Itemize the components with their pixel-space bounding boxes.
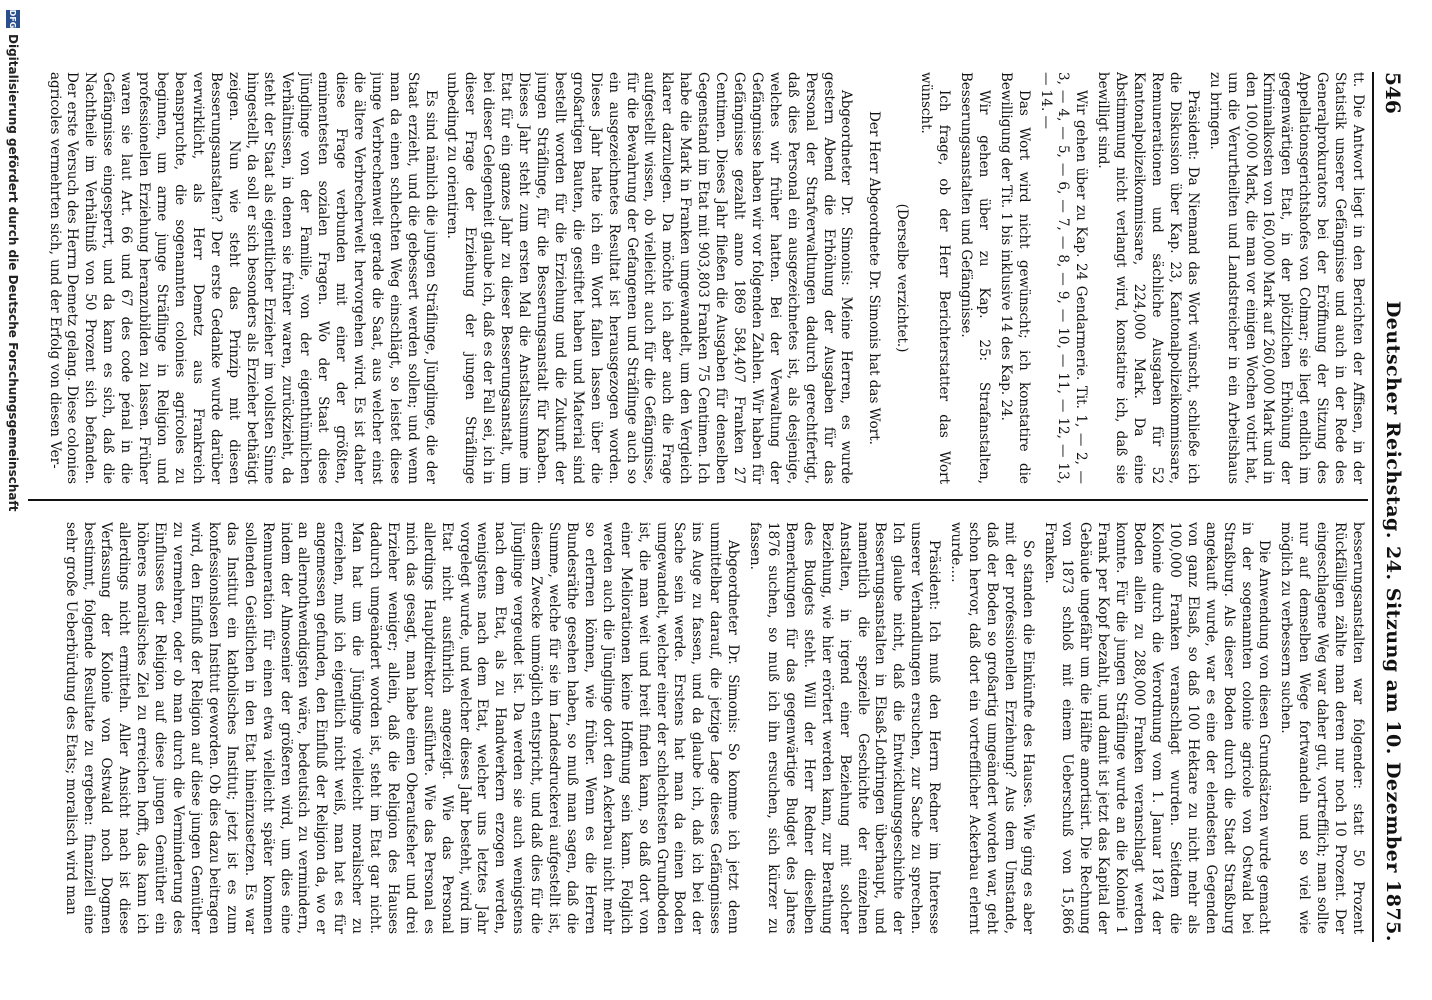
paragraph: Präsident: Da Niemand das Wort wünscht, schließe ich die Diskussion über Kap. 23, Kantonalpolizeikommissare, Remunerationen und sächliche Ausgaben für 52 Kantonalpolizeikommissare, 224,000 Mark. Da eine Abstimmung nicht verlangt wird, konstatire ich, daß sie bewilligt sind. (1095, 72, 1201, 484)
paragraph: Abgeordneter Dr. Simonis: Meine Herren, es wurde gestern Abend die Erhöhung der Ausgaben für das Personal der Strafverwaltungen dadurch gerechtfertigt, daß dies Personal ein ausgezeichnetes ist, als desjenige, welches wir früher hatten. Bei der Verwaltung der Gefängnisse haben wir vor folgenden Zahlen. Wir haben für Gefängnisse gezahlt anno 1869 584,407 Franken 27 Centimen. Dieses Jahr fließen die Ausgaben für denselben Gegenstand im Etat mit 903,803 Franken 75 Centimen. Ich habe die Mark in Franken umgewandelt, um den Vergleich klarer darzulegen. Da möchte ich aber auch die Frage aufgestellt wissen, ob vielleicht auch für die Gefängnisse, für die Bewahrung der Gefangenen und Sträflinge auch so ein ausgezeichnetes Resultat ist herausgezogen worden. Dieses Jahr hatte ich ein Wort fallen lassen über die großartigen Bauten, die gestiftet haben und Material sind bestellt worden für die Erziehung und die Zukunft der jungen Sträflinge, für die Besserungsanstalt für Knaben. Dieses Jahr steht zum ersten Mal die Anstaltssumme im Etat für ein ganzes Jahr zu dieser Besserungsanstalt, um bei dieser Gelegenheit glaube ich, daß es der Fall sei, ich in dieser Frage der Erziehung der jungen Sträflinge unbedingt zu orientiren. (444, 72, 855, 484)
column-separator (28, 499, 1368, 501)
digitization-credit (0, 0, 26, 1000)
running-header (1376, 72, 1410, 942)
right-column (36, 522, 1366, 934)
paragraph: Abgeordneter Dr. Simonis: So komme ich jetzt denn unmittelbar darauf, die jetzige Lage dieses Gefängnisses ins Auge zu fassen, und da glaube ich, daß ich bei der Sache sein werde. Erstens hat man da einen Boden umgewandelt, welcher einer der schlechtesten Grundboden ist, die man weit und breit finden kann, so daß dort von einer Meliorationen keine Hoffnung sein kann. Folglich werden auch die Jünglinge dort den Ackerbau nicht mehr so erlernen können, wie früher. Wenn es die Herren Bundesräthe gesehen haben, so muß man sagen, daß die Summe, welche für sie im Landesdruckerei aufgestellt ist, diesem Zwecke unmöglich entspricht, und daß dies für die Jünglinge vergeudet ist. Da werden sie auch wenigstens nach dem Etat, als zu Handwerkern erzogen werden, wenigstens nach dem Etat, welcher uns letztes Jahr vorgelegt wurde, und welcher dieses Jahr besteht, wird im Etat nicht ausführlich angezeigt. Wie das Personal allerdings Hauptdirektor ausführte. Wie das Personal es mich das gesagt, man habe einen Oberaufseher und drei Erzieher weniger; allein, daß die Religion des Hauses dadurch umgeändert worden ist, steht im Etat gar nicht. Man hat um die Jünglinge vielleicht moralischer zu erziehen, muß ich eigentlich nicht weiß, man hat es für angemessen gefunden, den Einfluß der Religion da, wo er an allernothwendigsten wäre, bedeutsich zu vermindern, indem der Almosenier der größeren wird, um dies eine Remuneration für einen etwa vielleicht später kommen sollenden Geistlichen in den Etat hineinzusetzen. Es war das Institut ein katholisches Institut; jetzt ist es zum konfessionslosen Institut geworden. Ob dies dazu beitragen wird, den Einfluß der Religion auf diese jungen Gemüther zu vermehren, oder ob man durch die Verminderung des Einflusses der Religion auf diese jungen Gemüther ein höheres moralisches Ziel zu erreichen hofft, das kann ich allerdings nicht ermitteln. Aller Ansicht nach ist diese Verfassung der Kolonie von Ostwald noch Dogmen bestimmt, folgende Resultate zu ergeben: finanziell eine sehr große Ueberbürdung des Etats; moralisch wird man (62, 522, 742, 934)
paragraph: Die Anwendung von diesen Grundsätzen wurde gemacht in der sogenannten colonie agricole von Ostwald bei Straßburg. Als dieser Boden durch die Stadt Straßburg angekauft wurde, war es eine der elendesten Gegenden von ganz Elsaß, so daß 100 Hektare zu nicht mehr als 100,000 Franken veranschlagt wurden. Seitdem die Kolonie durch die Verordnung vom 1. Januar 1874 der Boden allein zu 288,000 Franken veranschlagt werden konnte. Für die jungen Sträflinge wurde an die Kolonie 1 Frank per Kopf bezahlt, und damit ist jetzt das Kapital der Gebäude ungefähr um die Hälfte amortisirt. Die Rechnung von 1873 schloß mit einem Ueberschuß von 15,866 Franken. (1041, 522, 1273, 934)
credit-text: Digitalisierung gefördert durch die Deutsche Forschungsgemeinschaft (6, 34, 20, 512)
paragraph: Wir gehen über zu Kap. 24 Gendarmerie. Tit. 1, — 2, — 3, — 4, — 5, — 6, — 7, — 8, — 9, — 10, — 11, — 12, — 13, — 14. — (1037, 72, 1090, 484)
page-number: 546 (1381, 72, 1405, 114)
paragraph: Präsident: Ich muß den Herrn Redner im Interesse unserer Verhandlungen ersuchen, zur Sache zu sprechen. Ich glaube nicht, daß die Entwicklungsgeschichte der Besserungsanstalten in Elsaß-Lothringen überhaupt, und namentlich die spezielle Geschichte der einzelnen Anstalten, in irgend einer Beziehung mit solcher Beziehung, wie hier erörtert werden kann, zur Berathung des Budgets steht. Will der Herr Redner dieselben Bemerkungen für das gegenwärtige Budget des Jahres 1876 suchen, so muß ich ihn ersuchen, sich kürzer zu fassen. (747, 522, 943, 934)
stage-direction: (Derselbe verzichtet.) (894, 203, 911, 353)
paragraph: Wir gehen über zu Kap. 25: Strafanstalten, Besserungsanstalten und Gefängnisse. (957, 72, 992, 484)
left-column (36, 72, 1366, 484)
paragraph: Es sind nämlich die jungen Sträflinge, Jünglinge, die der Staat erzieht, und die gebessert werden sollen; und wenn man da einen schlechten Weg einschlägt, so leistet diese junge Verbrechenwelt gerade die Saat, aus welcher einst die ältere Verbrecherwelt hervorgehen wird. Es ist daher diese Frage verbunden mit einer der größten, eminentesten sozialen Fragen. Wo der Staat diese Jünglinge von der Familie, von der eigenthümlichen Verhältnissen, in denen sie früher waren, zurückzieht, da steht der Staat als eigentlicher Erzieher im vollsten Sinne hingestellt, da soll er sich besonders als Erzieher bethätigt zeigen. Nun wie steht das Prinzip mit diesen Besserungsanstalten? Der erste Gedanke wurde darüber verwirklicht, als Herr Demetz aus Frankreich beanspruchte, die sogenannten colonies agricoles zu beginnen, um arme junge Sträflinge in Religion und professionellen Erziehung heranzubilden zu lassen. Früher waren sie laut Art. 66 und 67 des code pénal in die Gefängnisse eingesperrt, und da kann es sich, daß die Nachtheile im Verhältniß von 50 Prozent sich befanden. Der erste Versuch des Herrn Demetz gelang. Diese colonies agricoles vermehrten sich, und der Erfolg von diesen Ver- (46, 72, 439, 484)
dfg-logo: DFG (6, 10, 20, 28)
paragraph: tt. Die Antwort liegt in den Berichten der Affisen, in der Statistik unserer Gefängnisse und auch in der Rede des Generalprokurators bei der Eröffnung der Sitzung des Appellationsgerichtshofes von Colmar; sie liegt endlich im gegenwärtigen Etat, in der plötzlichen Erhöhung der Kriminalkosten von 160,000 Mark auf 260,000 Mark und in den 100,000 Mark, die man vor einigen Wochen votirt hat, um die Verurtheilten und Landstreicher in ein Arbeitshaus zu bringen. (1206, 72, 1366, 484)
header-title: Deutscher Reichstag. 24. Sitzung am 10. Dezember 1875. (1382, 300, 1404, 942)
speaker-announcement: Der Herr Abgeordnete Dr. Simonis hat das Wort. (866, 111, 883, 445)
paragraph: Ich frage, ob der Herr Berichterstatter das Wort wünscht. (918, 72, 953, 484)
paragraph: So standen die Einkünfte des Hauses. Wie ging es aber mit der professionellen Erziehung? Aus dem Umstande, daß der Boden so großartig umgeändert worden war, geht schon hervor, daß dort ein vortrefflicher Ackerbau erlernt wurde.... (948, 522, 1036, 934)
header-rule (1372, 72, 1374, 942)
paragraph: besserungsanstalten war folgender: statt 50 Prozent Rückfälligen zählte man deren nur noch 10 Prozent. Der eingeschlagene Weg war daher gut, vortrefflich; man sollte nur auf demselben Wege fortwandeln und so viel wie möglich zu verbessern suchen. (1278, 522, 1366, 934)
paragraph: Das Wort wird nicht gewünscht; ich konstatire die Bewilligung der Tit. 1 bis inklusive 14 des Kap. 24. (997, 72, 1032, 484)
